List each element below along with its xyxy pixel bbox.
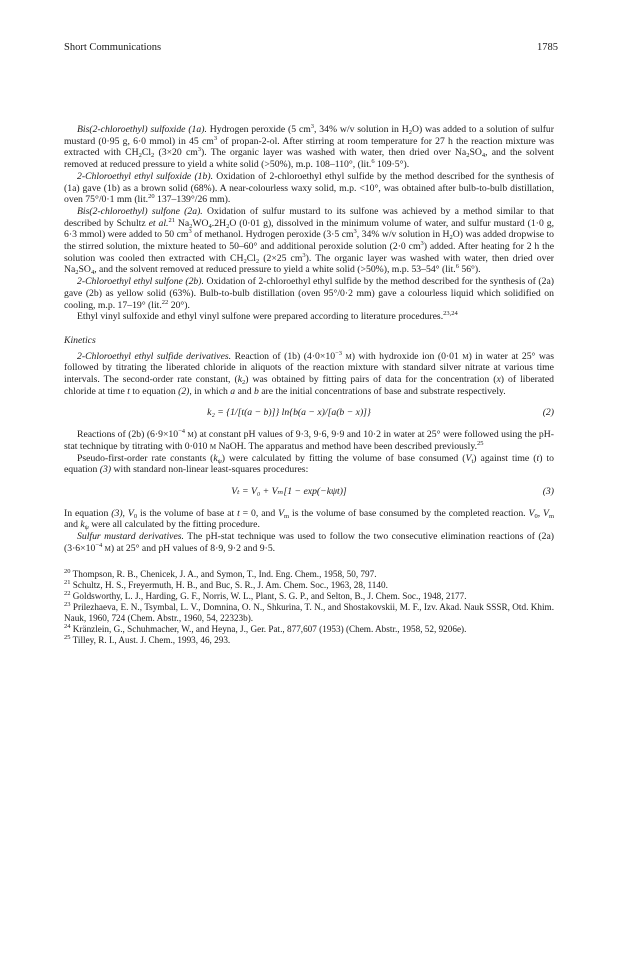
paragraph-kinetics-5: Sulfur mustard derivatives. The pH-stat technique was used to follow the two consecutive elimination reactions of (2a) ($3\cdot 6\times 10^{-4}$ m) at 25° and pH values of 8·9, 9·2 and 9·5.: [64, 531, 554, 554]
equation-3-number: (3): [542, 485, 554, 497]
reference-item: $^{25}$ Tilley, R. I., Aust. J. Chem., 1993, 46, 293.: [64, 633, 231, 645]
equation-3: [64, 486, 554, 498]
paragraph-1a: Bis(2-chloroethyl) sulfoxide (1a). Hydrogen peroxide (5 $cm^3$, 34% w/v solution in $H_2O$) was added to a solution of sulfur mustard (0·95 g, 6·0 mmol) in 45 $cm^3$ of propan-2-ol. After stirring at room temperature for 27 h the reaction mixture was extracted with $CH_2Cl_2$ (3×20 $cm^3$). The organic layer was washed with water, then dried over $Na_2SO_4$, and the solvent removed at reduced pressure to yield a white solid (>50%), m.p. 108–110°, (lit.$^6$ 109·5°).: [64, 123, 554, 171]
reference-item: $^{23}$ Prilezhaeva, E. N., Tsymbal, L. V., Domnina, O. N., Shkurina, T. N., and Shostakovskii, M. F., Izv. Akad. Nauk SSSR, Otd. Khim. Nauk, 1960, 724 (Chem. Abstr., 1960, 54, 22323b).: [64, 600, 554, 623]
equation-2: [64, 407, 554, 419]
reference-item: $^{24}$ Kränzlein, G., Schuhmacher, W., and Heyna, J., Ger. Pat., 877,607 (1953) (Chem. Abstr., 1958, 52, 9206e).: [64, 622, 467, 634]
paragraph-2a: Bis(2-chloroethyl) sulfone (2a). Oxidation of sulfur mustard to its sulfone was achieved by a method similar to that described by Schultz et al.$^{21}$ $Na_2WO_4.2H_2O$ (0·01 g), dissolved in the minimum volume of water, and sulfur mustard (1·0 g, 6·3 mmol) were added to 50 $cm^3$ of methanol. Hydrogen peroxide (3·5 $cm^3$, 34% w/v solution in $H_2O$) was added dropwise to the stirred solution, the mixture heated to 50–60° and additional peroxide solution (2·0 $cm^3$) added. After heating for 2 h the solution was cooled then extracted with $CH_2Cl_2$ (2×25 $cm^3$). The organic layer was washed with water, then dried over $Na_2SO_4$, and the solvent removed at reduced pressure to yield a white solid (>50%), m.p. 53–54° (lit.$^6$ 56°).: [64, 205, 555, 277]
reference-item: $^{20}$ Thompson, R. B., Chenicek, J. A., and Symon, T., Ind. Eng. Chem., 1958, 50, 797.: [64, 567, 377, 579]
paragraph-kinetics-4: In equation (3), $V_0$ is the volume of base at t = 0, and $V_m$ is the volume of base consumed by the completed reaction. $V_0$, $V_m$ and $k_\psi$ were all calculated by the fitting procedure.: [64, 507, 555, 532]
reference-item: $^{21}$ Schultz, H. S., Freyermuth, H. B., and Buc, S. R., J. Am. Chem. Soc., 1963, 28, 1140.: [64, 578, 388, 590]
paragraph-kinetics-2: Reactions of (2b) ($6\cdot 9\times 10^{-4}$ m) at constant pH values of 9·3, 9·6, 9·9 and 10·2 in water at 25° were followed using the pH-stat technique by titrating with 0·010 m NaOH. The apparatus and method have been described previously.$^{25}$: [64, 428, 555, 452]
equation-2-expression: k₂ = {1/[t(a − b)]} ln{b(a − x)/[a(b − x)]}: [207, 407, 371, 419]
article-body: [64, 124, 554, 646]
equation-2-number: (2): [542, 407, 554, 419]
paragraph-kinetics-1: 2-Chloroethyl ethyl sulfide derivatives. Reaction of (1b) ($4\cdot 0\times 10^{-3}$ m) with hydroxide ion (0·01 m) in water at 25° was followed by titrating the liberated chloride in aliquots of the reaction mixture with standard silver nitrate at various time intervals. The second-order rate constant, $(k_2)$ was obtained by fitting pairs of data for the concentration (x) of liberated chloride at time t to equation (2), in which a and b are the initial concentrations of base and substrate respectively.: [64, 349, 554, 397]
equation-3-expression: Vₜ = V₀ + Vₘ[1 − exp(−kψt)]: [231, 485, 347, 497]
reference-item: $^{22}$ Goldsworthy, L. J., Harding, G. F., Norris, W. L., Plant, S. G. P., and Selton, B., J. Chem. Soc., 1948, 2177.: [64, 589, 467, 601]
section-heading-kinetics: Kinetics: [64, 334, 96, 346]
paragraph-2b: 2-Chloroethyl ethyl sulfone (2b). Oxidation of 2-chloroethyl ethyl sulfide by the method described for the synthesis of (2a) gave (2b) as yellow solid (63%). Bulb-to-bulb distillation (oven 95°/0·2 mm) gave a colourless liquid which solidified on cooling, m.p. 17–19° (lit.$^{22}$ 20°).: [64, 276, 554, 311]
running-header: [64, 42, 558, 53]
page-number: 1785: [537, 42, 558, 53]
paragraph-kinetics-3: Pseudo-first-order rate constants $(k_\psi)$ were calculated by fitting the volume of base consumed $(V_t)$ against time (t) to equation (3) with standard non-linear least-squares procedures:: [64, 452, 555, 476]
paragraph-1b: 2-Chloroethyl ethyl sulfoxide (1b). Oxidation of 2-chloroethyl ethyl sulfide by the method described for the synthesis of (1a) gave (1b) as a brown solid (68%). A near-colourless waxy solid, m.p. <10°, was obtained after bulb-to-bulb distillation, oven 75°/0·1 mm (lit.$^{20}$ 137–139°/26 mm).: [64, 170, 554, 206]
reference-list: [64, 569, 554, 646]
paragraph-vinyl: Ethyl vinyl sulfoxide and ethyl vinyl sulfone were prepared according to literature procedures.$^{23,24}$: [77, 310, 458, 323]
running-title: Short Communications: [64, 42, 162, 53]
